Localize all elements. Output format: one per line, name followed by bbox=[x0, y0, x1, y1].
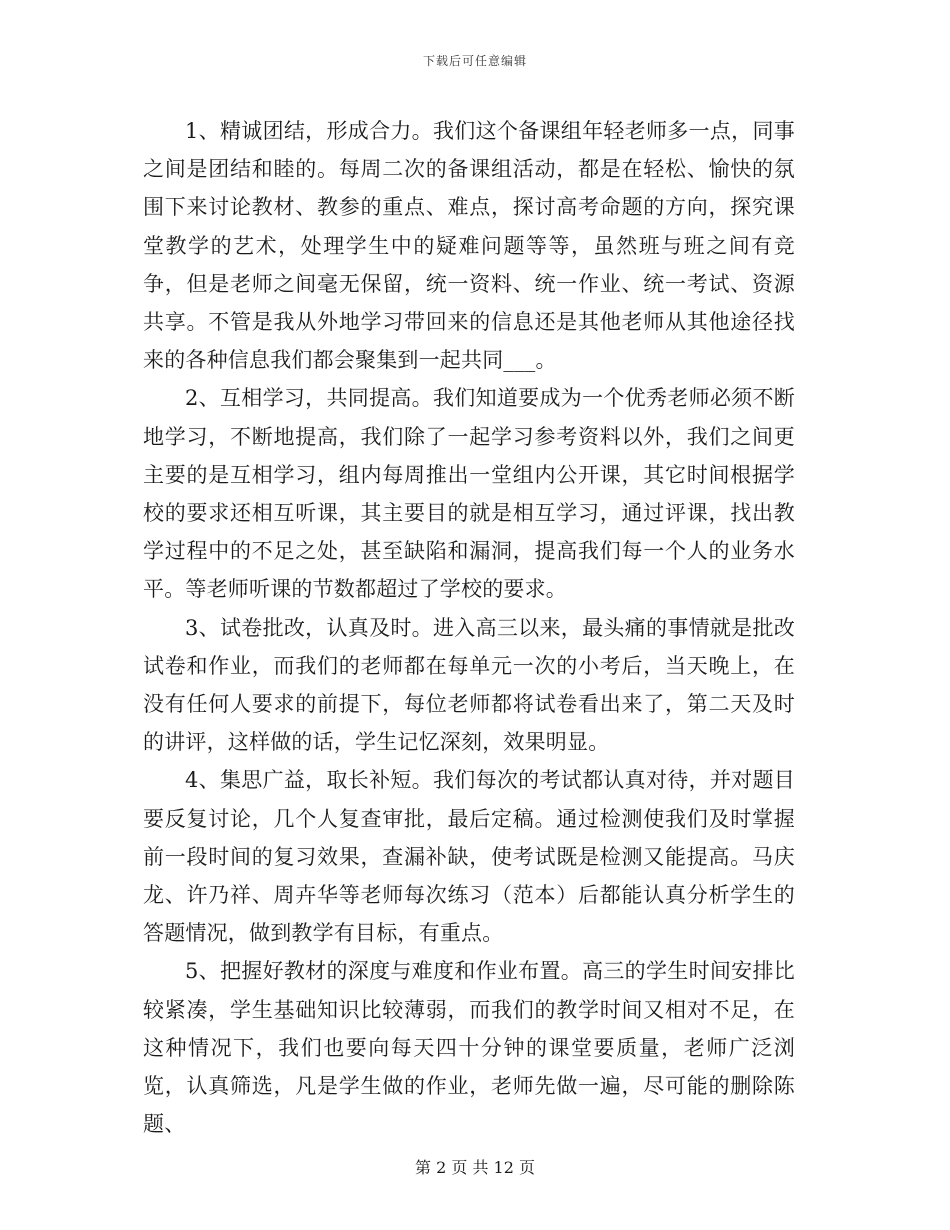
paragraph-4: 4、集思广益，取长补短。我们每次的考试都认真对待，并对题目要反复讨论，几个人复查审批，最后定稿。通过检测使我们及时掌握前一段时间的复习效果，查漏补缺，使考试既是检测又能提高。马庆龙、许乃祥、周卉华等老师每次练习（范本）后都能认真分析学生的答题情况，做到教学有目标，有重点。 bbox=[143, 768, 795, 946]
paragraph-3: 3、试卷批改，认真及时。进入高三以来，最头痛的事情就是批改试卷和作业，而我们的老师都在每单元一次的小考后，当天晚上，在没有任何人要求的前提下，每位老师都将试卷看出来了，第二天及时的讲评，这样做的话，学生记忆深刻，效果明显。 bbox=[143, 615, 795, 755]
paragraph-5: 5、把握好教材的深度与难度和作业布置。高三的学生时间安排比较紧凑，学生基础知识比较薄弱，而我们的教学时间又相对不足，在这种情况下，我们也要向每天四十分钟的课堂要质量，老师广泛浏览，认真筛选，凡是学生做的作业，老师先做一遍，尽可能的删除陈题、 bbox=[143, 959, 795, 1137]
paragraph-1: 1、精诚团结，形成合力。我们这个备课组年轻老师多一点，同事之间是团结和睦的。每周二次的备课组活动，都是在轻松、愉快的氛围下来讨论教材、教参的重点、难点，探讨高考命题的方向，探究课堂教学的艺术，处理学生中的疑难问题等等，虽然班与班之间有竞争，但是老师之间毫无保留，统一资料、统一作业、统一考试、资源共享。不管是我从外地学习带回来的信息还是其他老师从其他途径找来的各种信息我们都会聚集到一起共同___。 bbox=[143, 119, 795, 373]
page-header: 下载后可任意编辑 bbox=[422, 54, 527, 68]
paragraph-2: 2、互相学习，共同提高。我们知道要成为一个优秀老师必须不断地学习，不断地提高，我们除了一起学习参考资料以外，我们之间更主要的是互相学习，组内每周推出一堂组内公开课，其它时间根据学校的要求还相互听课，其主要目的就是相互学习，通过评课，找出教学过程中的不足之处，甚至缺陷和漏洞，提高我们每一个人的业务水平。等老师听课的节数都超过了学校的要求。 bbox=[143, 386, 795, 602]
page-footer: 第 2 页 共 12 页 bbox=[415, 1158, 535, 1177]
document-body bbox=[143, 112, 795, 1143]
